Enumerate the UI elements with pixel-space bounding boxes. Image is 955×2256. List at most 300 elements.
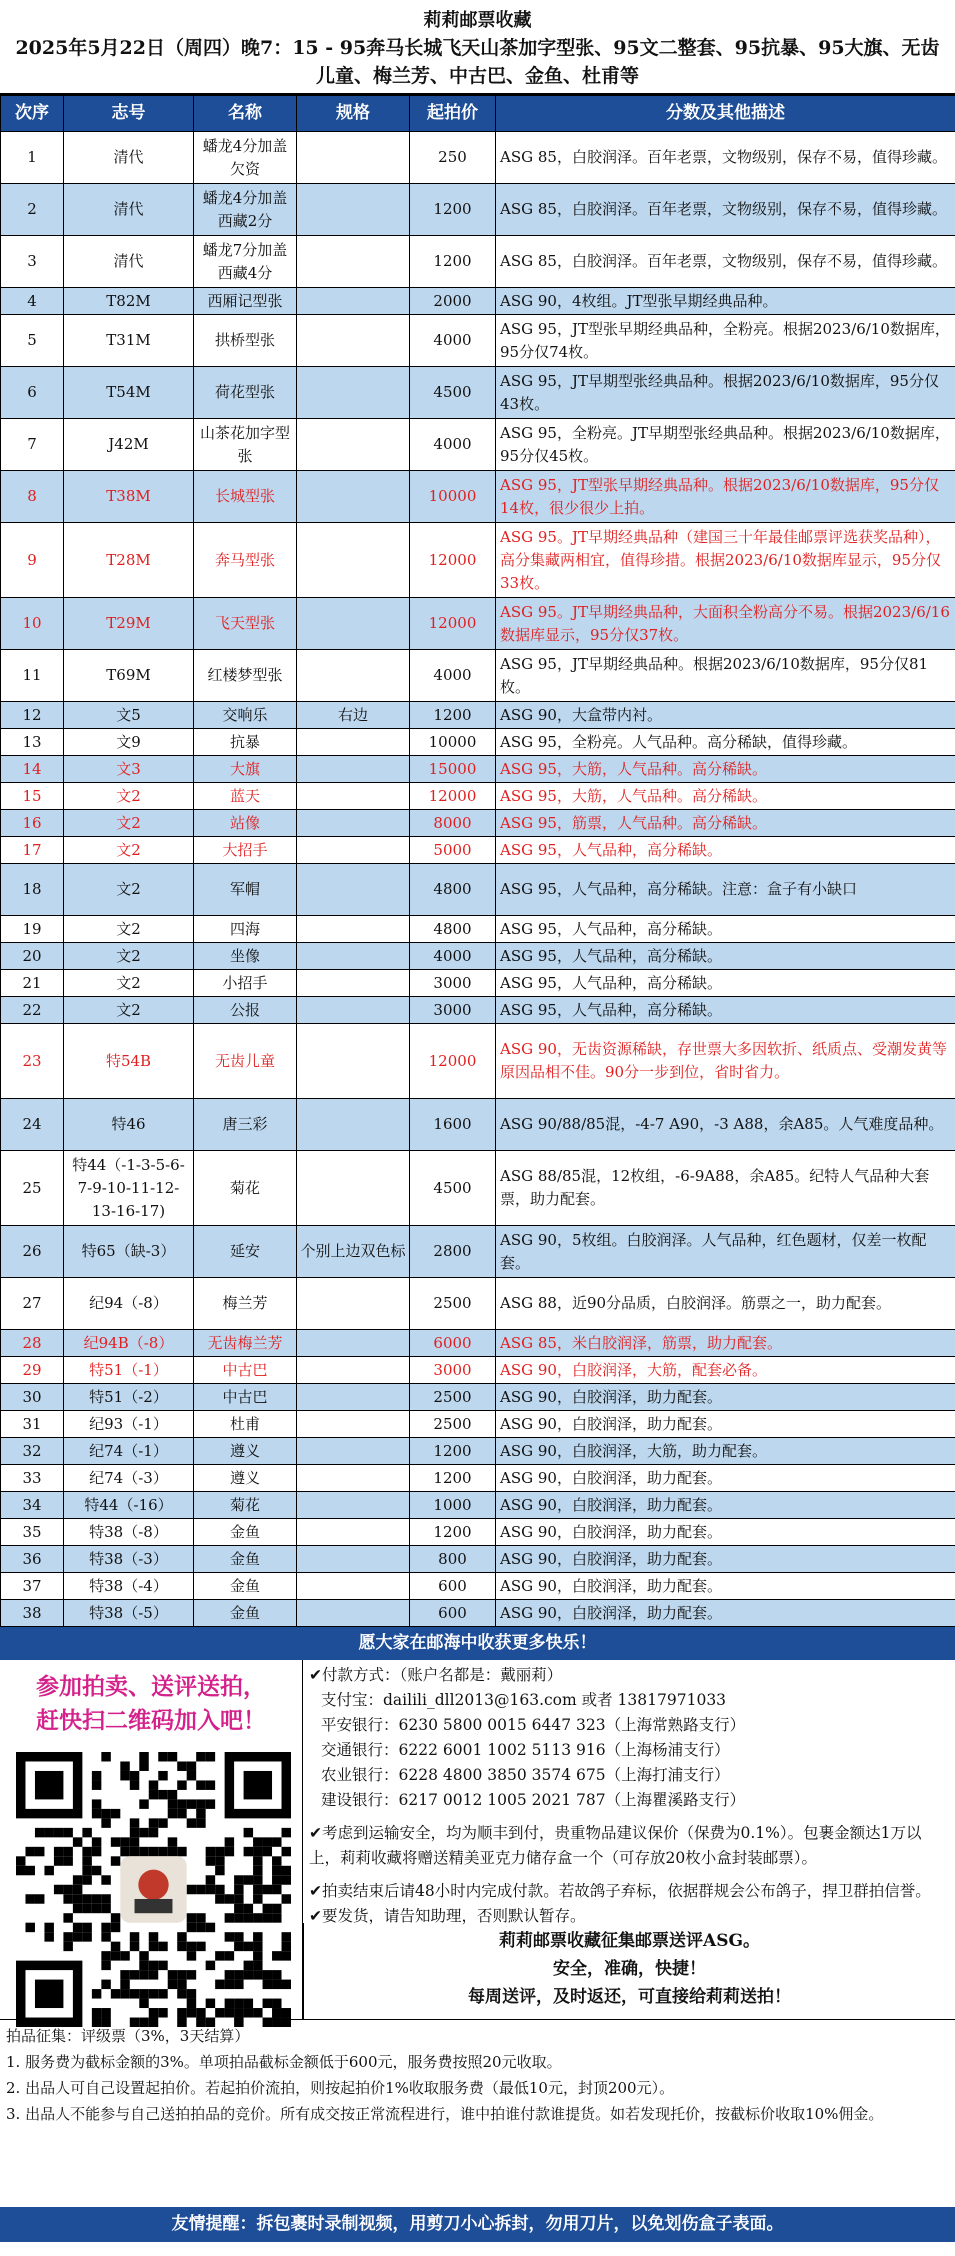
col-price: 4800 [410, 916, 496, 943]
col-name: 菊花 [194, 1492, 297, 1519]
col-name: 蟠龙4分加盖欠资 [194, 132, 297, 184]
table-row [1, 1330, 955, 1357]
col-price: 10000 [410, 471, 496, 523]
col-name: 四海 [194, 916, 297, 943]
col-price: 4000 [410, 943, 496, 970]
col-spec [297, 419, 410, 471]
col-spec [297, 1384, 410, 1411]
col-code: 特44（-1-3-5-6-7-9-10-11-12-13-16-17) [64, 1151, 194, 1226]
table-row [1, 1411, 955, 1438]
col-spec [297, 1546, 410, 1573]
col-price: 1200 [410, 184, 496, 236]
col-name: 奔马型张 [194, 523, 297, 598]
table-row [1, 1024, 955, 1099]
invite-line-2: 安全，准确，快捷！ [553, 1959, 706, 1979]
col-desc: ASG 88，近90分品质，白胶润泽。筋票之一，助力配套。 [496, 1278, 955, 1330]
col-desc: ASG 90，白胶润泽，助力配套。 [496, 1384, 955, 1411]
col-name: 金鱼 [194, 1573, 297, 1600]
col-no: 28 [1, 1330, 64, 1357]
col-code: 特46 [64, 1099, 194, 1151]
col-price: 1200 [410, 1438, 496, 1465]
col-price: 4000 [410, 315, 496, 367]
table-row [1, 756, 955, 783]
col-code: 文2 [64, 970, 194, 997]
lot-table [0, 95, 955, 1627]
col-spec: 个别上边双色标 [297, 1226, 410, 1278]
col-desc: ASG 90，白胶润泽，助力配套。 [496, 1465, 955, 1492]
table-row [1, 367, 955, 419]
col-name: 长城型张 [194, 471, 297, 523]
col-price: 12000 [410, 598, 496, 650]
rule-2: 2. 出品人可自己设置起拍价。若起拍价流拍，则按起拍价1%收取服务费（最低10元，封顶200元）。 [6, 2079, 675, 2097]
col-code: 纪74（-3） [64, 1465, 194, 1492]
col-spec [297, 970, 410, 997]
col-price: 5000 [410, 837, 496, 864]
col-name: 坐像 [194, 943, 297, 970]
col-spec [297, 132, 410, 184]
col-no: 29 [1, 1357, 64, 1384]
col-price: 1200 [410, 702, 496, 729]
col-code: T31M [64, 315, 194, 367]
col-spec [297, 729, 410, 756]
col-spec [297, 1573, 410, 1600]
col-no: 7 [1, 419, 64, 471]
col-no: 31 [1, 1411, 64, 1438]
col-no: 11 [1, 650, 64, 702]
col-no: 21 [1, 970, 64, 997]
col-name: 荷花型张 [194, 367, 297, 419]
col-no: 1 [1, 132, 64, 184]
col-no: 13 [1, 729, 64, 756]
col-price: 4500 [410, 1151, 496, 1226]
col-price: 1200 [410, 236, 496, 288]
payment-method-title: ✔付款方式：（账户名都是：戴丽莉） [309, 1666, 563, 1684]
col-name: 杜甫 [194, 1411, 297, 1438]
col-no: 18 [1, 864, 64, 916]
col-no: 30 [1, 1384, 64, 1411]
col-spec [297, 1278, 410, 1330]
col-name: 唐三彩 [194, 1099, 297, 1151]
col-code: 文2 [64, 783, 194, 810]
col-desc: ASG 90，白胶润泽，助力配套。 [496, 1573, 955, 1600]
col-name: 山茶花加字型张 [194, 419, 297, 471]
col-price: 4000 [410, 419, 496, 471]
col-desc: ASG 90，白胶润泽，助力配套。 [496, 1519, 955, 1546]
col-price: 12000 [410, 523, 496, 598]
table-row [1, 1357, 955, 1384]
col-desc: ASG 95，人气品种，高分稀缺。 [496, 837, 955, 864]
table-row [1, 184, 955, 236]
consign-rules [0, 2020, 955, 2127]
col-code: 特54B [64, 1024, 194, 1099]
header-col-no: 次序 [1, 96, 64, 132]
col-code: 特44（-16） [64, 1492, 194, 1519]
header-col-name: 名称 [194, 96, 297, 132]
table-row [1, 864, 955, 916]
col-name: 飞天型张 [194, 598, 297, 650]
col-name: 站像 [194, 810, 297, 837]
alipay-account: 支付宝：dailili_dll2013@163.com 或者 13817971033 [321, 1691, 727, 1709]
col-spec [297, 315, 410, 367]
payment-deadline-note: ✔拍卖结束后请48小时内完成付款。若故鸽子弃标，依据群规会公布鸽子，捍卫群拍信誉。 [309, 1882, 931, 1900]
col-code: 清代 [64, 184, 194, 236]
table-row [1, 1278, 955, 1330]
col-code: T69M [64, 650, 194, 702]
col-desc: ASG 95，人气品种，高分稀缺。 [496, 970, 955, 997]
auction-subtitle: 2025年5月22日（周四）晚7：15 - 95奔马长城飞天山茶加字型张、95文二整套、95抗暴、95大旗、无齿儿童、梅兰芳、中古巴、金鱼、杜甫等 [15, 37, 940, 87]
col-price: 12000 [410, 783, 496, 810]
col-code: T28M [64, 523, 194, 598]
col-code: 纪94（-8） [64, 1278, 194, 1330]
table-header-row [1, 96, 955, 132]
col-name: 蓝天 [194, 783, 297, 810]
col-desc: ASG 88/85混，12枚组，-6-9A88，余A85。纪特人气品种大套票，助力配套。 [496, 1151, 955, 1226]
col-code: T54M [64, 367, 194, 419]
col-code: 纪94B（-8） [64, 1330, 194, 1357]
col-code: 特51（-1） [64, 1357, 194, 1384]
col-no: 34 [1, 1492, 64, 1519]
col-spec [297, 1151, 410, 1226]
col-name: 军帽 [194, 864, 297, 916]
page-title: 莉莉邮票收藏 [423, 10, 532, 31]
table-row [1, 315, 955, 367]
col-spec [297, 943, 410, 970]
col-no: 16 [1, 810, 64, 837]
col-spec [297, 1465, 410, 1492]
col-code: 特38（-4） [64, 1573, 194, 1600]
col-code: 文2 [64, 997, 194, 1024]
table-row [1, 916, 955, 943]
col-name: 大旗 [194, 756, 297, 783]
col-desc: ASG 90，无齿资源稀缺，存世票大多因软折、纸质点、受潮发黄等原因品相不佳。90分一步到位，省时省力。 [496, 1024, 955, 1099]
table-row [1, 1465, 955, 1492]
table-row [1, 970, 955, 997]
col-desc: ASG 90，4枚组。JT型张早期经典品种。 [496, 288, 955, 315]
col-no: 37 [1, 1573, 64, 1600]
col-price: 4800 [410, 864, 496, 916]
bank-account-pingan: 平安银行：6230 5800 0015 6447 323（上海常熟路支行） [321, 1716, 746, 1734]
col-no: 22 [1, 997, 64, 1024]
col-no: 15 [1, 783, 64, 810]
col-desc: ASG 90/88/85混，-4-7 A90，-3 A88，余A85。人气难度品种。 [496, 1099, 955, 1151]
col-desc: ASG 95，JT早期经典品种。根据2023/6/10数据库，95分仅81枚。 [496, 650, 955, 702]
table-row [1, 702, 955, 729]
col-no: 20 [1, 943, 64, 970]
col-spec [297, 1330, 410, 1357]
col-desc: ASG 95，人气品种，高分稀缺。 [496, 943, 955, 970]
col-price: 2000 [410, 288, 496, 315]
col-desc: ASG 95，JT早期型张经典品种。根据2023/6/10数据库，95分仅43枚。 [496, 367, 955, 419]
table-row [1, 598, 955, 650]
table-row [1, 1492, 955, 1519]
col-spec [297, 288, 410, 315]
page-header [0, 0, 955, 95]
col-desc: ASG 90，白胶润泽，大筋，配套必备。 [496, 1357, 955, 1384]
col-desc: ASG 95，大筋，人气品种。高分稀缺。 [496, 783, 955, 810]
invite-line-3: 每周送评，及时返还，可直接给莉莉送拍！ [468, 1987, 791, 2007]
col-price: 1600 [410, 1099, 496, 1151]
col-name: 蟠龙4分加盖西藏2分 [194, 184, 297, 236]
col-spec [297, 1600, 410, 1627]
col-no: 38 [1, 1600, 64, 1627]
col-no: 6 [1, 367, 64, 419]
col-code: 清代 [64, 236, 194, 288]
col-spec [297, 1024, 410, 1099]
col-name: 无齿儿童 [194, 1024, 297, 1099]
col-no: 4 [1, 288, 64, 315]
col-price: 250 [410, 132, 496, 184]
col-name: 遵义 [194, 1438, 297, 1465]
col-code: 纪74（-1） [64, 1438, 194, 1465]
col-no: 14 [1, 756, 64, 783]
col-code: 特51（-2） [64, 1384, 194, 1411]
col-code: 纪93（-1） [64, 1411, 194, 1438]
table-row [1, 810, 955, 837]
shipping-note: ✔考虑到运输安全，均为顺丰到付，贵重物品建议保价（保费为0.1%）。包裹金额达1万以上，莉莉收藏将赠送精美亚克力储存盒一个（可存放20枚小盒封装邮票）。 [309, 1824, 922, 1867]
col-code: 文5 [64, 702, 194, 729]
join-text-1: 参加拍卖、送评送拍， [36, 1673, 266, 1700]
col-name: 菊花 [194, 1151, 297, 1226]
col-desc: ASG 85，米白胶润泽，筋票，助力配套。 [496, 1330, 955, 1357]
col-name: 梅兰芳 [194, 1278, 297, 1330]
table-row [1, 419, 955, 471]
table-row [1, 650, 955, 702]
table-row [1, 1438, 955, 1465]
col-spec [297, 916, 410, 943]
col-code: 文2 [64, 943, 194, 970]
col-name: 金鱼 [194, 1546, 297, 1573]
col-spec [297, 1099, 410, 1151]
col-name: 中古巴 [194, 1384, 297, 1411]
table-row [1, 523, 955, 598]
table-row [1, 1519, 955, 1546]
bank-account-jiaotong: 交通银行：6222 6001 1002 5113 916（上海杨浦支行） [321, 1741, 730, 1759]
rules-title: 拍品征集：评级票（3%，3天结算） [6, 2027, 250, 2045]
col-no: 36 [1, 1546, 64, 1573]
col-price: 2800 [410, 1226, 496, 1278]
col-desc: ASG 90，5枚组。白胶润泽。人气品种，红色题材，仅差一枚配套。 [496, 1226, 955, 1278]
wish-banner: 愿大家在邮海中收获更多快乐！ [0, 1627, 955, 1660]
col-name: 公报 [194, 997, 297, 1024]
col-spec [297, 184, 410, 236]
col-desc: ASG 90，白胶润泽，助力配套。 [496, 1411, 955, 1438]
col-name: 无齿梅兰芳 [194, 1330, 297, 1357]
col-no: 9 [1, 523, 64, 598]
col-spec [297, 650, 410, 702]
table-row [1, 236, 955, 288]
col-name: 西厢记型张 [194, 288, 297, 315]
col-desc: ASG 90，白胶润泽，助力配套。 [496, 1600, 955, 1627]
col-code: 清代 [64, 132, 194, 184]
col-name: 遵义 [194, 1465, 297, 1492]
rule-1: 1. 服务费为截标金额的3%。单项拍品截标金额低于600元，服务费按照20元收取。 [6, 2053, 562, 2071]
col-desc: ASG 85，白胶润泽。百年老票，文物级别，保存不易，值得珍藏。 [496, 132, 955, 184]
table-row [1, 1384, 955, 1411]
col-no: 2 [1, 184, 64, 236]
col-spec [297, 523, 410, 598]
col-no: 27 [1, 1278, 64, 1330]
col-spec [297, 756, 410, 783]
col-spec [297, 1357, 410, 1384]
col-desc: ASG 95。JT早期经典品种（建国三十年最佳邮票评选获奖品种），高分集藏两相宜，值得珍措。根据2023/6/10数据库显示，95分仅33枚。 [496, 523, 955, 598]
table-row [1, 1151, 955, 1226]
col-no: 26 [1, 1226, 64, 1278]
col-no: 33 [1, 1465, 64, 1492]
col-no: 35 [1, 1519, 64, 1546]
col-price: 600 [410, 1573, 496, 1600]
col-name: 金鱼 [194, 1519, 297, 1546]
col-no: 12 [1, 702, 64, 729]
col-spec [297, 367, 410, 419]
col-no: 3 [1, 236, 64, 288]
col-no: 5 [1, 315, 64, 367]
rule-3: 3. 出品人不能参与自己送拍拍品的竞价。所有成交按正常流程进行，谁中拍谁付款谁提货。如若发现托价，按截标价收取10%佣金。 [6, 2105, 884, 2123]
col-price: 3000 [410, 997, 496, 1024]
col-spec [297, 471, 410, 523]
col-price: 2500 [410, 1411, 496, 1438]
table-row [1, 1099, 955, 1151]
col-desc: ASG 95。JT早期经典品种，大面积全粉高分不易。根据2023/6/16数据库显示，95分仅37枚。 [496, 598, 955, 650]
col-price: 4000 [410, 650, 496, 702]
col-name: 抗暴 [194, 729, 297, 756]
col-name: 金鱼 [194, 1600, 297, 1627]
col-code: 文2 [64, 864, 194, 916]
col-desc: ASG 95，人气品种，高分稀缺。 [496, 916, 955, 943]
col-spec: 右边 [297, 702, 410, 729]
header-col-price: 起拍价 [410, 96, 496, 132]
col-code: T82M [64, 288, 194, 315]
col-price: 2500 [410, 1384, 496, 1411]
table-row [1, 471, 955, 523]
col-no: 32 [1, 1438, 64, 1465]
header-col-spec: 规格 [297, 96, 410, 132]
col-code: 特65（缺-3） [64, 1226, 194, 1278]
col-code: 特38（-8） [64, 1519, 194, 1546]
table-row [1, 1226, 955, 1278]
col-desc: ASG 95，JT型张早期经典品种。根据2023/6/10数据库，95分仅14枚，很少很少上拍。 [496, 471, 955, 523]
col-name: 拱桥型张 [194, 315, 297, 367]
col-spec [297, 1519, 410, 1546]
col-no: 10 [1, 598, 64, 650]
table-row [1, 132, 955, 184]
col-price: 800 [410, 1546, 496, 1573]
col-price: 8000 [410, 810, 496, 837]
col-price: 10000 [410, 729, 496, 756]
col-spec [297, 1492, 410, 1519]
col-name: 蟠龙7分加盖西藏4分 [194, 236, 297, 288]
col-spec [297, 1438, 410, 1465]
col-name: 延安 [194, 1226, 297, 1278]
col-desc: ASG 95，大筋，人气品种。高分稀缺。 [496, 756, 955, 783]
table-row [1, 1573, 955, 1600]
col-price: 4500 [410, 367, 496, 419]
bank-account-jianshe: 建设银行：6217 0012 1005 2021 787（上海瞿溪路支行） [321, 1791, 746, 1809]
col-no: 17 [1, 837, 64, 864]
col-code: 特38（-5） [64, 1600, 194, 1627]
col-code: 文2 [64, 916, 194, 943]
col-spec [297, 1411, 410, 1438]
col-no: 24 [1, 1099, 64, 1151]
header-col-code: 志号 [64, 96, 194, 132]
delivery-note: ✔要发货，请告知助理，否则默认暂存。 [309, 1907, 586, 1925]
col-code: 文3 [64, 756, 194, 783]
col-code: 文2 [64, 837, 194, 864]
header-col-desc: 分数及其他描述 [496, 96, 955, 132]
col-spec [297, 236, 410, 288]
col-desc: ASG 95，筋票，人气品种。高分稀缺。 [496, 810, 955, 837]
col-price: 600 [410, 1600, 496, 1627]
col-price: 1200 [410, 1465, 496, 1492]
col-name: 小招手 [194, 970, 297, 997]
col-code: J42M [64, 419, 194, 471]
table-body [1, 132, 955, 1627]
col-desc: ASG 90，白胶润泽，助力配套。 [496, 1546, 955, 1573]
col-no: 25 [1, 1151, 64, 1226]
col-desc: ASG 90，白胶润泽，大筋，助力配套。 [496, 1438, 955, 1465]
col-name: 大招手 [194, 837, 297, 864]
col-spec [297, 997, 410, 1024]
col-desc: ASG 90，大盒带内衬。 [496, 702, 955, 729]
col-price: 1000 [410, 1492, 496, 1519]
col-desc: ASG 95，全粉亮。JT早期型张经典品种。根据2023/6/10数据库，95分仅45枚。 [496, 419, 955, 471]
col-price: 12000 [410, 1024, 496, 1099]
join-text-2: 赶快扫二维码加入吧！ [36, 1707, 266, 1734]
col-price: 6000 [410, 1330, 496, 1357]
table-row [1, 1600, 955, 1627]
col-price: 2500 [410, 1278, 496, 1330]
bank-account-nongye: 农业银行：6228 4800 3850 3574 675（上海打浦支行） [321, 1766, 730, 1784]
col-desc: ASG 95，JT型张早期经典品种，全粉亮。根据2023/6/10数据库，95分仅74枚。 [496, 315, 955, 367]
consign-invite [303, 1923, 955, 2020]
col-price: 15000 [410, 756, 496, 783]
table-row [1, 943, 955, 970]
col-no: 8 [1, 471, 64, 523]
col-spec [297, 810, 410, 837]
col-price: 3000 [410, 970, 496, 997]
table-row [1, 837, 955, 864]
col-no: 23 [1, 1024, 64, 1099]
table-row [1, 1546, 955, 1573]
table-row [1, 729, 955, 756]
col-spec [297, 783, 410, 810]
col-spec [297, 837, 410, 864]
col-desc: ASG 90，白胶润泽，助力配套。 [496, 1492, 955, 1519]
col-spec [297, 598, 410, 650]
qr-column [0, 1660, 303, 2019]
invite-line-1: 莉莉邮票收藏征集邮票送评ASG。 [499, 1931, 760, 1951]
table-row [1, 783, 955, 810]
col-code: 特38（-3） [64, 1546, 194, 1573]
col-price: 1200 [410, 1519, 496, 1546]
col-no: 19 [1, 916, 64, 943]
table-row [1, 288, 955, 315]
col-spec [297, 864, 410, 916]
col-name: 中古巴 [194, 1357, 297, 1384]
col-code: T29M [64, 598, 194, 650]
col-desc: ASG 95，人气品种，高分稀缺。注意：盒子有小缺口 [496, 864, 955, 916]
col-code: 文2 [64, 810, 194, 837]
col-desc: ASG 95，全粉亮。人气品种。高分稀缺，值得珍藏。 [496, 729, 955, 756]
col-desc: ASG 85，白胶润泽。百年老票，文物级别，保存不易，值得珍藏。 [496, 236, 955, 288]
col-desc: ASG 85，白胶润泽。百年老票，文物级别，保存不易，值得珍藏。 [496, 184, 955, 236]
col-name: 交响乐 [194, 702, 297, 729]
reminder-footer: 友情提醒：拆包裹时录制视频，用剪刀小心拆封，勿用刀片，以免划伤盒子表面。 [0, 2207, 955, 2242]
qr-code-icon[interactable] [16, 1752, 291, 2027]
table-row [1, 997, 955, 1024]
col-code: 文9 [64, 729, 194, 756]
col-name: 红楼梦型张 [194, 650, 297, 702]
col-code: T38M [64, 471, 194, 523]
